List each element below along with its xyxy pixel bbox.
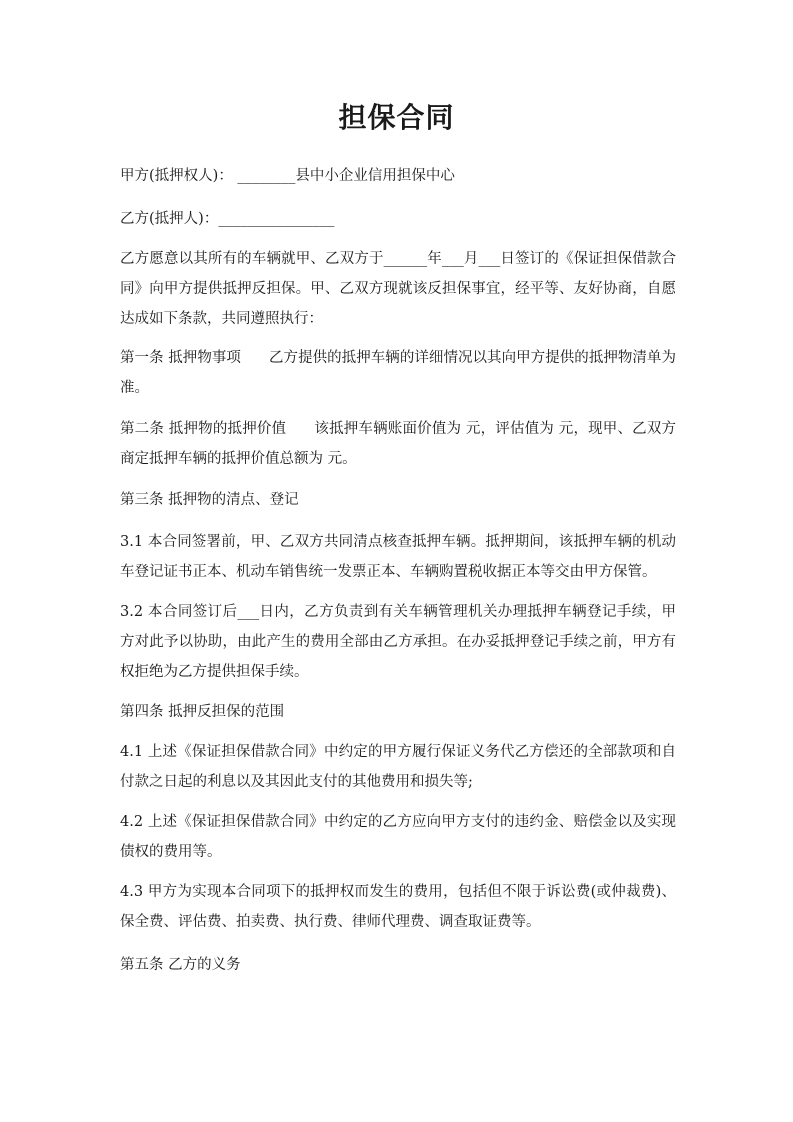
clause-3-2: 3.2 本合同签订后___日内，乙方负责到有关车辆管理机关办理抵押车辆登记手续，甲方对此予以协助，由此产生的费用全部由乙方承担。在办妥抵押登记手续之前，甲方有权拒绝为乙方提供担保手续。 (120, 604, 676, 680)
clause-4-2: 4.2 上述《保证担保借款合同》中约定的乙方应向甲方支付的违约金、赔偿金以及实现债权的费用等。 (120, 814, 676, 860)
clause-4-1: 4.1 上述《保证担保借款合同》中约定的甲方履行保证义务代乙方偿还的全部款项和自付款之日起的利息以及其因此支付的其他费用和损失等; (120, 744, 676, 790)
article-4-heading: 第四条 抵押反担保的范围 (120, 704, 285, 720)
party-b-line: 乙方(抵押人)：________________ (120, 211, 335, 227)
article-2 (120, 414, 676, 474)
article-1 (120, 343, 676, 403)
article-3-heading: 第三条 抵押物的清点、登记 (120, 492, 299, 508)
party-a-line: 甲方(抵押权人)： ________县中小企业信用担保中心 (120, 168, 455, 184)
clause-3-1: 3.1 本合同签署前，甲、乙双方共同清点核查抵押车辆。抵押期间，该抵押车辆的机动车登记证书正本、机动车销售统一发票正本、车辆购置税收据正本等交由甲方保管。 (120, 534, 676, 580)
article-2-body: 该抵押车辆账面价值为 元，评估值为 元，现甲、乙双方商定抵押车辆的抵押价值总额为 元。 (120, 421, 676, 467)
article-5-heading: 第五条 乙方的义务 (120, 957, 241, 973)
document-title: 担保合同 (338, 101, 455, 134)
clause-4-3: 4.3 甲方为实现本合同项下的抵押权而发生的费用，包括但不限于诉讼费(或仲裁费)、保全费、评估费、拍卖费、执行费、律师代理费、调查取证费等。 (120, 884, 676, 930)
article-1-heading: 第一条 抵押物事项 (120, 350, 241, 366)
article-1-body: 乙方提供的抵押车辆的详细情况以其向甲方提供的抵押物清单为准。 (120, 350, 677, 396)
article-2-heading: 第二条 抵押物的抵押价值 (120, 421, 287, 437)
intro-paragraph: 乙方愿意以其所有的车辆就甲、乙双方于______年___月___日签订的《保证担保借款合同》向甲方提供抵押反担保。甲、乙双方现就该反担保事宜，经平等、友好协商，自愿达成如下条款，共同遵照执行： (120, 251, 676, 327)
